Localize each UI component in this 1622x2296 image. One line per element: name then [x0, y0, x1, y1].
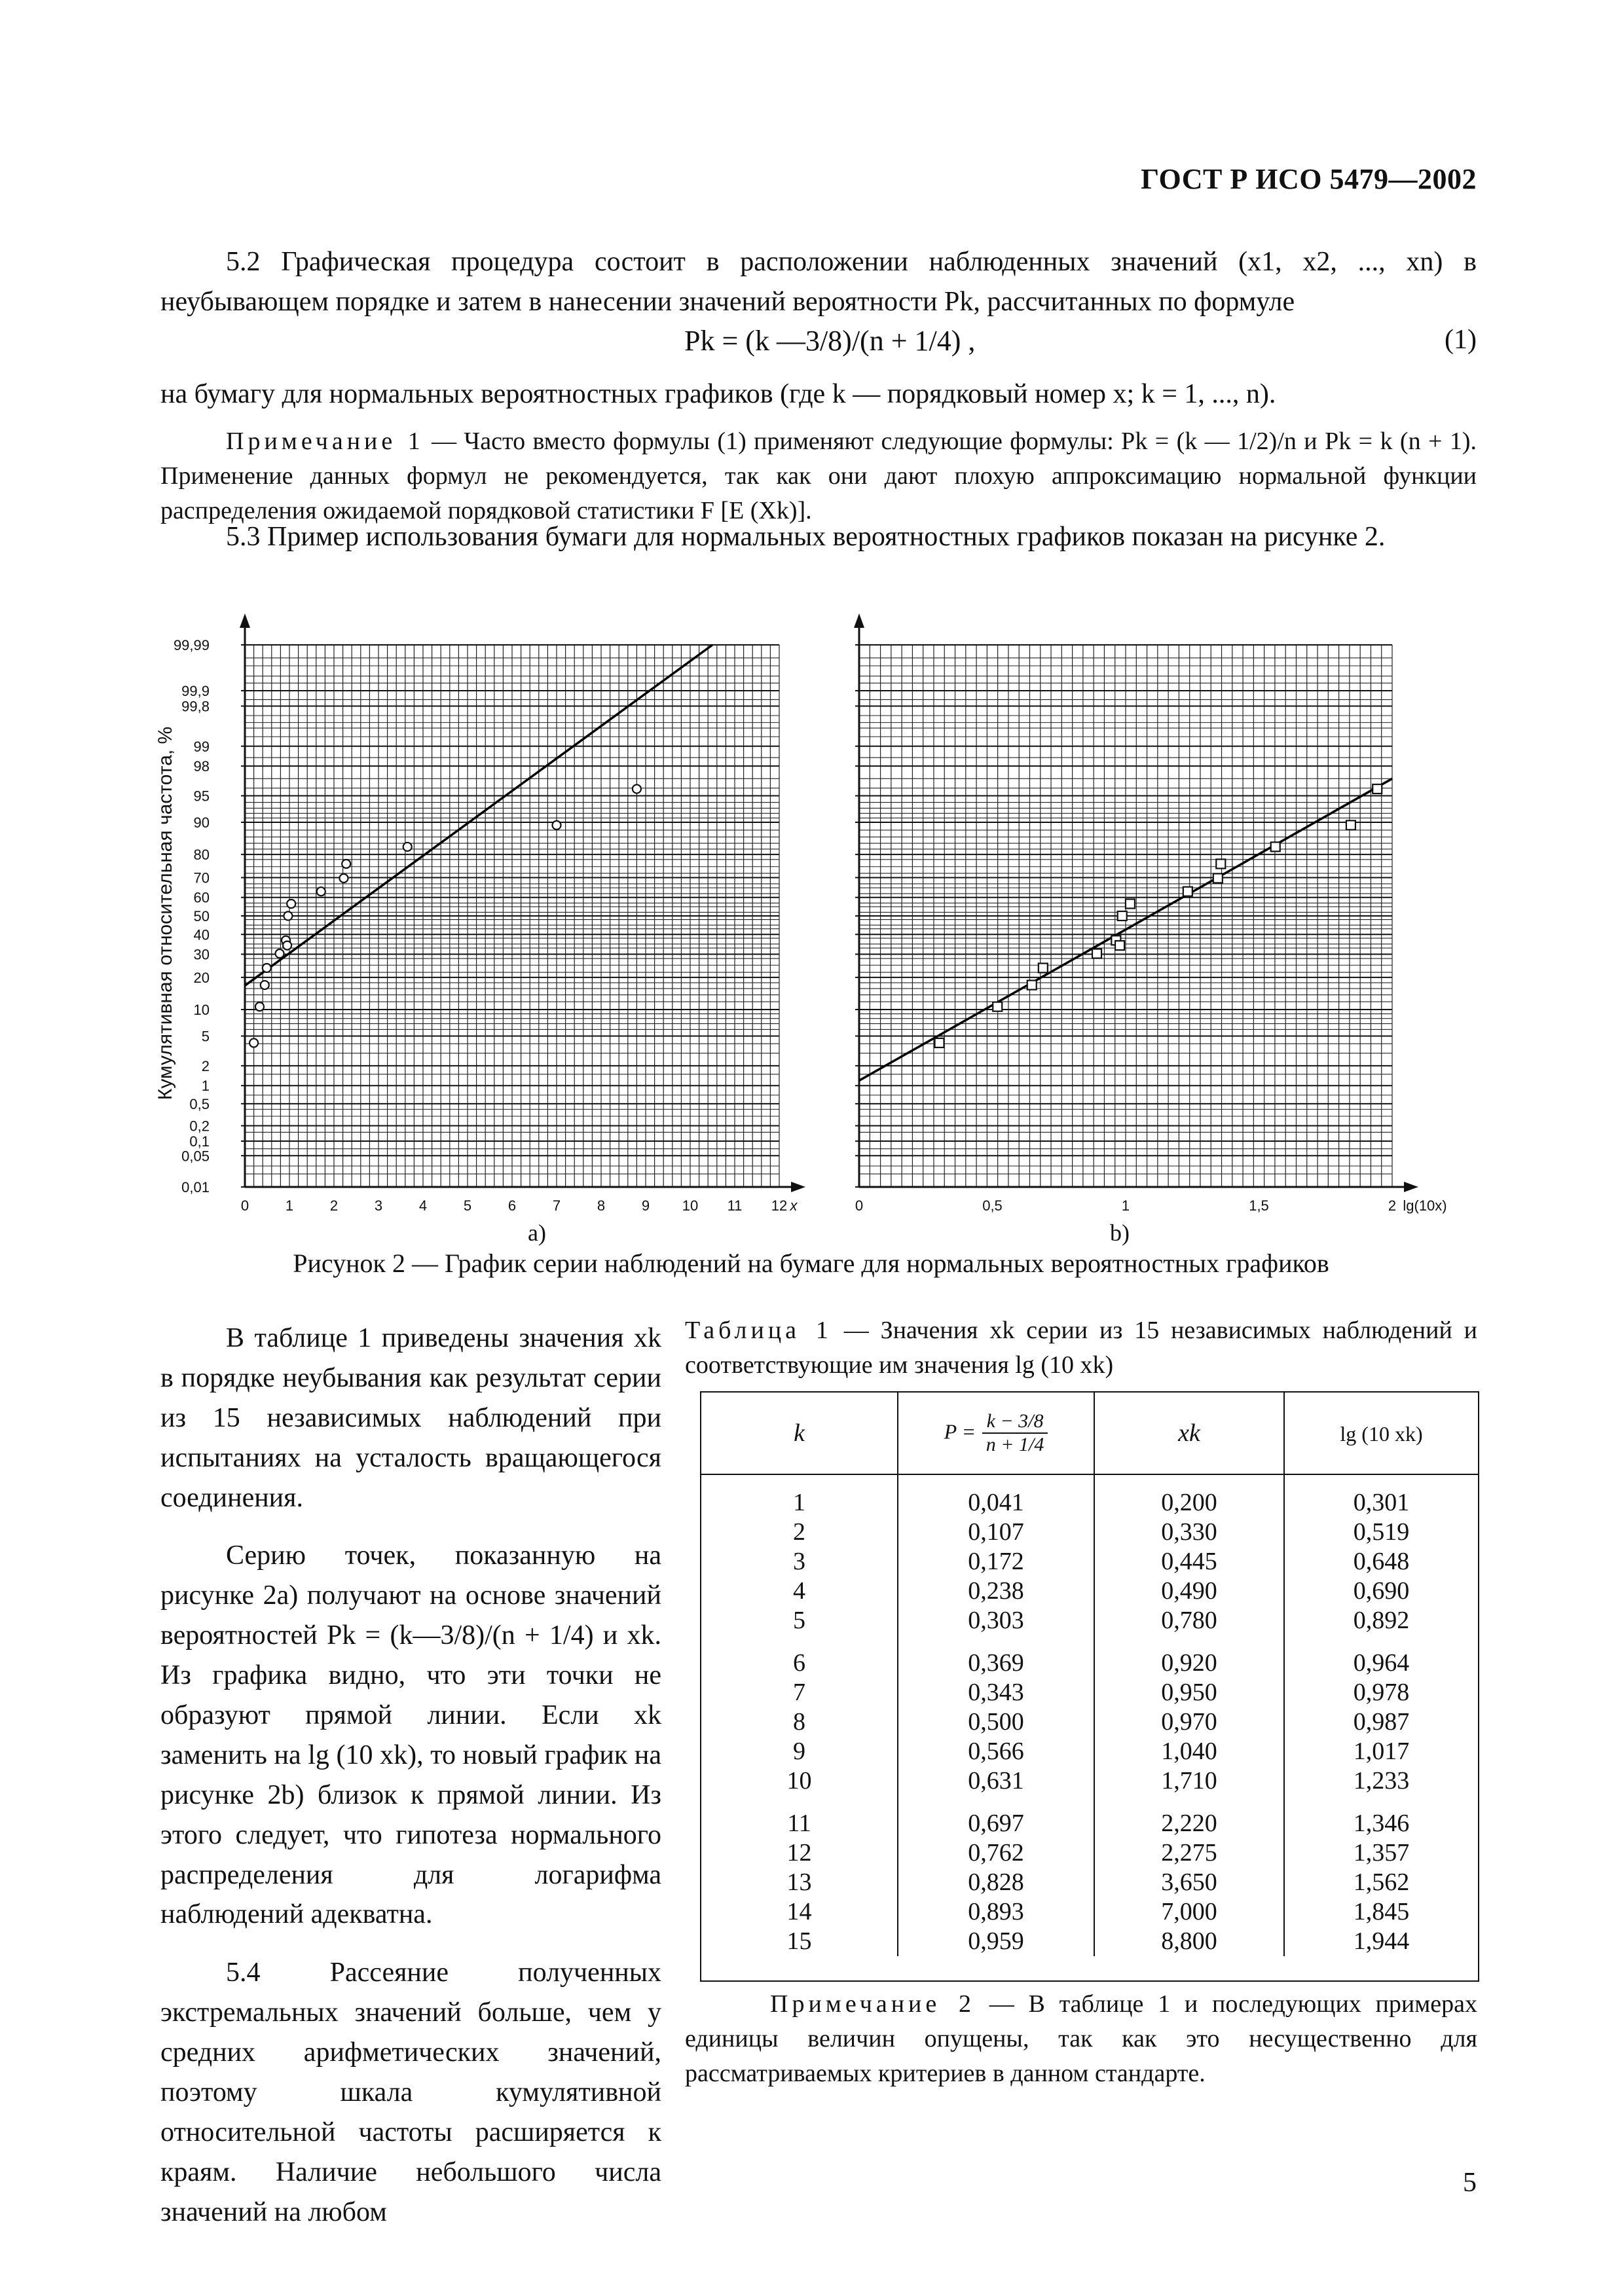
data-point	[1027, 981, 1037, 990]
table-cell: 6	[793, 1649, 805, 1677]
table-cell: 1,357	[1284, 1838, 1478, 1868]
table-cell: 7	[793, 1679, 805, 1706]
table-cell: 1,233	[1284, 1766, 1478, 1796]
data-point	[1213, 873, 1223, 883]
panel-a-label: a)	[528, 1220, 546, 1246]
y-tick-label: 10	[193, 1001, 210, 1018]
note-2-label: Примечание 2	[770, 1990, 976, 2018]
section-5-2-continuation: на бумагу для нормальных вероятностных графиков (где k — порядковый номер x; k = 1, ..., n).	[160, 379, 1276, 409]
table-row	[701, 1678, 1478, 1707]
x-tick-label: 4	[418, 1197, 428, 1214]
x-tick-label: 1,5	[1249, 1197, 1269, 1214]
data-point	[342, 860, 350, 868]
y-tick-label: 0,1	[189, 1133, 210, 1150]
table-cell: 3,650	[1094, 1868, 1284, 1897]
table-cell: 3	[793, 1548, 805, 1575]
y-tick-label: 70	[193, 869, 210, 886]
table-cell: 11	[787, 1810, 811, 1837]
data-point	[1039, 964, 1048, 973]
table-cell: 0,369	[898, 1635, 1094, 1678]
table-cell: 0,987	[1284, 1707, 1478, 1737]
data-point	[317, 887, 325, 896]
table-cell: 0,330	[1094, 1518, 1284, 1547]
table-row	[701, 1635, 1478, 1678]
table-row	[701, 1927, 1478, 1956]
table-cell: 0,762	[898, 1838, 1094, 1868]
document-header: ГОСТ Р ИСО 5479—2002	[1141, 163, 1477, 195]
table-cell: 15	[786, 1927, 812, 1955]
data-point	[263, 964, 271, 972]
table-cell: 0,697	[898, 1796, 1094, 1838]
table-1-caption	[685, 1313, 1477, 1383]
table-1-caption-label: Таблица 1	[685, 1317, 832, 1344]
data-point	[633, 785, 641, 793]
table-cell: 0,500	[898, 1707, 1094, 1737]
data-point	[276, 949, 284, 958]
y-tick-label: 98	[193, 758, 210, 775]
table-body	[701, 1474, 1478, 1956]
y-tick-label: 60	[193, 889, 210, 906]
y-tick-label: 80	[193, 847, 210, 864]
table-cell: 0,920	[1094, 1635, 1284, 1678]
table-cell: 1,562	[1284, 1868, 1478, 1897]
section-5-2-text: 5.2 Графическая процедура состоит в расположении наблюденных значений (x1, x2, ..., xn) в неубывающем порядке и затем в нанесении значений вероятности Pk, рассчитанных по формуле	[160, 247, 1477, 317]
y-tick-label: 0,01	[181, 1179, 210, 1195]
table-1-caption-text: — Значения xk серии из 15 независимых наблюдений и соответствующие им значения lg (10 xk)	[685, 1317, 1477, 1379]
x-tick-label: 5	[463, 1197, 472, 1214]
table-cell: 0,964	[1284, 1635, 1478, 1678]
data-point	[284, 912, 292, 920]
data-point	[1126, 899, 1135, 908]
y-tick-label: 0,05	[181, 1148, 210, 1165]
data-point	[1115, 941, 1124, 950]
x-tick-label: 3	[374, 1197, 383, 1214]
data-point	[283, 941, 291, 950]
panel-b-label: b)	[1110, 1220, 1130, 1246]
note-1-label: Примечание 1	[226, 428, 424, 455]
data-point	[993, 1002, 1002, 1011]
table-cell: 0,631	[898, 1766, 1094, 1796]
x-tick-label: 12	[771, 1197, 788, 1214]
table-cell: 5	[793, 1607, 805, 1634]
table-cell: 0,343	[898, 1678, 1094, 1707]
figure-y-axis-label	[155, 727, 176, 1100]
table-1	[700, 1391, 1479, 1982]
x-tick-label: 7	[552, 1197, 561, 1214]
x-tick-label: 10	[682, 1197, 699, 1214]
table-cell: 0,959	[898, 1927, 1094, 1956]
figure-caption: Рисунок 2 — График серии наблюдений на бумаге для нормальных вероятностных графиков	[293, 1248, 1329, 1278]
table-cell: 0,041	[898, 1474, 1094, 1518]
table-row	[701, 1474, 1478, 1518]
table-cell: 4	[793, 1577, 805, 1605]
table-cell: 0,238	[898, 1576, 1094, 1606]
x-axis-arrow	[791, 1182, 805, 1192]
table-cell: 0,445	[1094, 1547, 1284, 1576]
table-row	[701, 1547, 1478, 1576]
panel-b	[854, 613, 1447, 1214]
x-tick-label: 1	[1121, 1197, 1130, 1214]
data-point	[1271, 842, 1280, 851]
table-cell: 7,000	[1094, 1897, 1284, 1927]
formula-number: (1)	[1445, 325, 1477, 355]
y-tick-label: 40	[193, 926, 210, 943]
y-tick-label: 2	[201, 1057, 210, 1074]
table-cell: 0,303	[898, 1606, 1094, 1635]
table-header-lg: lg (10 xk)	[1284, 1393, 1478, 1474]
table-row	[701, 1796, 1478, 1838]
table-cell: 1	[793, 1489, 805, 1516]
table-cell: 0,970	[1094, 1707, 1284, 1737]
x-tick-label: 9	[641, 1197, 650, 1214]
table-cell: 2,275	[1094, 1838, 1284, 1868]
table-header-p: P = $\frac{k - 3/8}{n + 1/4}$	[898, 1393, 1094, 1474]
data-point	[1183, 887, 1192, 896]
table-cell: 0,648	[1284, 1547, 1478, 1576]
left-paragraph-3: 5.4 Рассеяние полученных экстремальных значений больше, чем у средних арифметических значений, поэтому шкала кумулятивной относительной частоты расширяется к краям. Наличие небольшого числа значений на любом	[160, 1958, 661, 2227]
section-5-3-text: 5.3 Пример использования бумаги для нормальных вероятностных графиков показан на рисунке 2.	[226, 522, 1386, 552]
table-row	[701, 1766, 1478, 1796]
data-point	[935, 1038, 944, 1048]
y-axis-title: Кумулятивная относительная частота, %	[155, 726, 176, 1101]
x-tick-label: 2	[329, 1197, 339, 1214]
table-cell: 0,828	[898, 1868, 1094, 1897]
y-axis-arrow	[854, 613, 864, 628]
table-cell: 13	[786, 1868, 812, 1896]
table-cell: 0,690	[1284, 1576, 1478, 1606]
data-point	[1118, 911, 1127, 920]
x-axis-label: x	[790, 1197, 798, 1214]
x-tick-label: 2	[1388, 1197, 1397, 1214]
y-axis-arrow	[240, 613, 250, 628]
note-1	[160, 424, 1477, 529]
table-cell: 0,301	[1284, 1474, 1478, 1518]
x-tick-label: 0	[855, 1197, 864, 1214]
y-tick-label: 30	[193, 946, 210, 963]
left-column	[160, 1319, 661, 2232]
table-cell: 2,220	[1094, 1796, 1284, 1838]
data-point	[339, 874, 348, 883]
y-tick-label: 50	[193, 908, 210, 924]
x-tick-label: 6	[507, 1197, 517, 1214]
data-point	[287, 900, 295, 908]
data-point	[249, 1038, 258, 1047]
y-tick-label: 20	[193, 969, 210, 986]
x-tick-label: 8	[597, 1197, 606, 1214]
y-tick-label: 99,99	[173, 637, 210, 653]
table-cell: 0,893	[898, 1897, 1094, 1927]
data-point	[255, 1002, 264, 1011]
table-row	[701, 1707, 1478, 1737]
formula-1: Pk = (k —3/8)/(n + 1/4) ,	[684, 325, 976, 357]
table-cell: 0,978	[1284, 1678, 1478, 1707]
table-row	[701, 1576, 1478, 1606]
data-point	[1346, 820, 1355, 829]
table-cell: 2	[793, 1518, 805, 1546]
panel-a	[240, 613, 805, 1214]
note-1-text: — Часто вместо формулы (1) применяют следующие формулы: Pk = (k — 1/2)/n и Pk = k (n + 1). Применение данных формул не рекомендуется, так как они дают плохую аппроксимацию нормальной функции распределения ожидаемой порядковой статистики F [E (Xk)].	[160, 428, 1477, 525]
note-2-text: — В таблице 1 и последующих примерах единицы величин опущены, так как это несущественно для рассматриваемых критериев в данном стандарте.	[685, 1990, 1477, 2088]
y-tick-label: 1	[201, 1078, 210, 1095]
table-cell: 14	[786, 1898, 812, 1925]
y-tick-label: 5	[201, 1028, 210, 1045]
table-cell: 0,892	[1284, 1606, 1478, 1635]
table-cell: 0,107	[898, 1518, 1094, 1547]
table-row	[701, 1518, 1478, 1547]
table-row	[701, 1897, 1478, 1927]
y-tick-label: 99,9	[181, 682, 210, 699]
left-paragraph-2: Серию точек, показанную на рисунке 2а) получают на основе значений вероятностей Pk = (k—3/8)/(n + 1/4) и xk. Из графика видно, что эти точки не образуют прямой линии. Если xk заменить на lg (10 xk), то новый график на рисунке 2b) близок к прямой линии. Из этого следует, что гипотеза нормального распределения для логарифма наблюдений адекватна.	[160, 1540, 661, 1930]
data-point	[553, 821, 561, 829]
x-tick-label: 1	[285, 1197, 294, 1214]
table-cell: 0,519	[1284, 1518, 1478, 1547]
y-tick-label: 0,2	[189, 1118, 210, 1135]
x-tick-label: 11	[727, 1197, 743, 1214]
table-cell: 1,346	[1284, 1796, 1478, 1838]
table-cell: 12	[786, 1839, 812, 1867]
table-row	[701, 1737, 1478, 1766]
note-2	[685, 1987, 1477, 2092]
left-paragraph-1: В таблице 1 приведены значения xk в порядке неубывания как результат серии из 15 независимых наблюдений при испытаниях на усталость вращающегося соединения.	[160, 1323, 661, 1513]
table-cell: 0,172	[898, 1547, 1094, 1576]
table-header-k: k	[701, 1393, 898, 1474]
y-tick-label: 99,8	[181, 698, 210, 715]
table-cell: 9	[793, 1738, 805, 1765]
table-cell: 1,845	[1284, 1897, 1478, 1927]
y-tick-label: 95	[193, 788, 210, 805]
table-cell: 1,017	[1284, 1737, 1478, 1766]
table-cell: 1,710	[1094, 1766, 1284, 1796]
data-point	[1216, 859, 1225, 868]
table-cell: 10	[786, 1767, 812, 1795]
table-row	[701, 1838, 1478, 1868]
table-header-xk: xk	[1094, 1393, 1284, 1474]
y-tick-label: 0,5	[189, 1095, 210, 1112]
table-cell: 8	[793, 1708, 805, 1736]
table-cell: 0,566	[898, 1737, 1094, 1766]
table-cell: 0,200	[1094, 1474, 1284, 1518]
data-point	[261, 981, 269, 989]
table-row	[701, 1868, 1478, 1897]
data-point	[1373, 784, 1382, 793]
page-number: 5	[1463, 2168, 1477, 2198]
table-cell: 0,490	[1094, 1576, 1284, 1606]
y-tick-labels	[174, 637, 210, 1195]
table-cell: 0,780	[1094, 1606, 1284, 1635]
y-tick-label: 99	[193, 738, 210, 755]
table-row	[701, 1606, 1478, 1635]
y-tick-label: 90	[193, 814, 210, 831]
x-tick-label: 0,5	[982, 1197, 1003, 1214]
data-point	[403, 843, 412, 851]
x-tick-label: 0	[240, 1197, 249, 1214]
figure-2	[124, 606, 1506, 1247]
x-axis-label: lg(10x)	[1403, 1197, 1447, 1214]
x-axis-arrow	[1404, 1182, 1418, 1192]
data-point	[1092, 949, 1101, 958]
table-cell: 1,944	[1284, 1927, 1478, 1956]
table-cell: 0,950	[1094, 1678, 1284, 1707]
table-cell: 1,040	[1094, 1737, 1284, 1766]
table-cell: 8,800	[1094, 1927, 1284, 1956]
